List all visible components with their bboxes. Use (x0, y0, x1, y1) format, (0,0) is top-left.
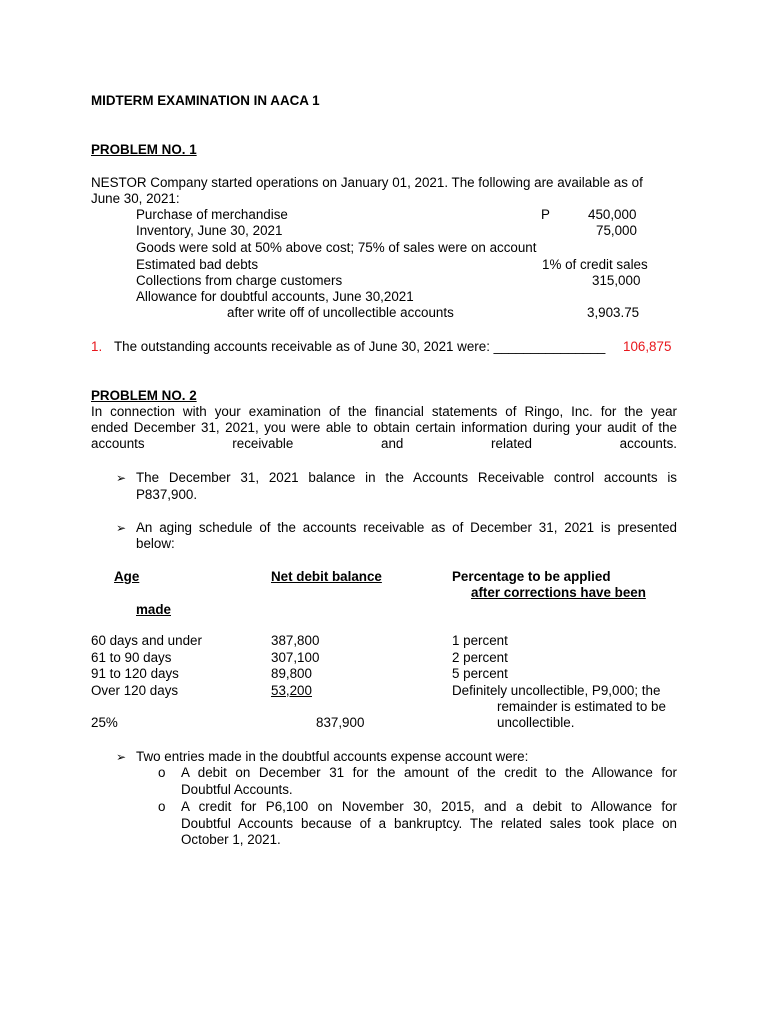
sub1-line2: Doubtful Accounts. (181, 782, 293, 797)
table-header-age: Age (114, 569, 140, 584)
table-row-pct: 5 percent (452, 666, 508, 681)
problem2-intro-line3: accounts receivable and related accounts. (91, 436, 677, 451)
table-remainder-line2: uncollectible. (497, 715, 575, 730)
sub2-line3: October 1, 2021. (181, 832, 281, 847)
sub1-line1: A debit on December 31 for the amount of the credit to the Allowance for (181, 765, 677, 780)
table-row-net: 307,100 (271, 650, 320, 665)
sub2-line2: Doubtful Accounts because of a bankruptcy. The related sales took place on (181, 816, 677, 831)
item-label-purchase: Purchase of merchandise (136, 207, 288, 222)
table-row-pct: Definitely uncollectible, P9,000; the (452, 683, 661, 698)
item-value-allowance: 3,903.75 (587, 305, 640, 320)
table-header-net: Net debit balance (271, 569, 382, 584)
sub-bullet-circle-icon: o (158, 765, 166, 780)
problem1-heading: PROBLEM NO. 1 (91, 142, 197, 157)
bullet2-line2: below: (136, 536, 175, 551)
table-row-age: Over 120 days (91, 683, 179, 698)
item-value-purchase: 450,000 (588, 207, 637, 222)
item-value-bad-debts: 1% of credit sales (542, 257, 648, 272)
table-header-pct-line2: after corrections have been (471, 585, 646, 600)
table-row-net: 387,800 (271, 633, 320, 648)
question-text: The outstanding accounts receivable as of June 30, 2021 were: _______________ (114, 339, 606, 354)
table-row-net: 89,800 (271, 666, 312, 681)
table-header-pct: Percentage to be applied (452, 569, 611, 584)
question-number: 1. (91, 339, 103, 354)
bullet3-text: Two entries made in the doubtful accounts expense account were: (136, 749, 529, 764)
table-remainder-pct: 25% (91, 715, 118, 730)
exam-title: MIDTERM EXAMINATION IN AACA 1 (91, 93, 320, 108)
table-row-age: 60 days and under (91, 633, 202, 648)
problem2-intro-line2: ended December 31, 2021, you were able to obtain certain information during your audit of the (91, 420, 677, 435)
table-row-pct: 1 percent (452, 633, 508, 648)
item-prefix-peso: P (541, 207, 550, 222)
table-row-age: 61 to 90 days (91, 650, 172, 665)
bullet-arrow-icon: ➢ (116, 471, 127, 485)
item-value-collections: 315,000 (592, 273, 641, 288)
item-label-goods-sold: Goods were sold at 50% above cost; 75% of sales were on account (136, 240, 537, 255)
problem2-intro-line1: In connection with your examination of the financial statements of Ringo, Inc. for the year (91, 404, 677, 419)
item-label-allowance: Allowance for doubtful accounts, June 30,2021 (136, 289, 414, 304)
table-row-pct: 2 percent (452, 650, 508, 665)
problem2-heading: PROBLEM NO. 2 (91, 388, 197, 403)
sub-bullet-circle-icon: o (158, 799, 166, 814)
bullet-arrow-icon: ➢ (116, 521, 127, 535)
table-header-pct-line3: made (136, 602, 171, 617)
bullet-arrow-icon: ➢ (116, 750, 127, 764)
bullet1-line1: The December 31, 2021 balance in the Accounts Receivable control accounts is (136, 470, 677, 485)
problem1-intro-line2: June 30, 2021: (91, 191, 180, 206)
table-remainder-line1: remainder is estimated to be (497, 699, 666, 714)
item-value-inventory: 75,000 (596, 223, 637, 238)
item-label-bad-debts: Estimated bad debts (136, 257, 259, 272)
table-row-net: 53,200 (271, 683, 312, 698)
bullet2-line1: An aging schedule of the accounts receivable as of December 31, 2021 is presented (136, 520, 677, 535)
item-label-after-writeoff: after write off of uncollectible accounts (227, 305, 454, 320)
question-answer: 106,875 (623, 339, 672, 354)
bullet1-line2: P837,900. (136, 487, 198, 502)
item-label-inventory: Inventory, June 30, 2021 (136, 223, 283, 238)
item-label-collections: Collections from charge customers (136, 273, 343, 288)
sub2-line1: A credit for P6,100 on November 30, 2015, and a debit to Allowance for (181, 799, 677, 814)
table-row-age: 91 to 120 days (91, 666, 179, 681)
problem1-intro-line1: NESTOR Company started operations on January 01, 2021. The following are available as of (91, 175, 643, 190)
table-total: 837,900 (316, 715, 365, 730)
